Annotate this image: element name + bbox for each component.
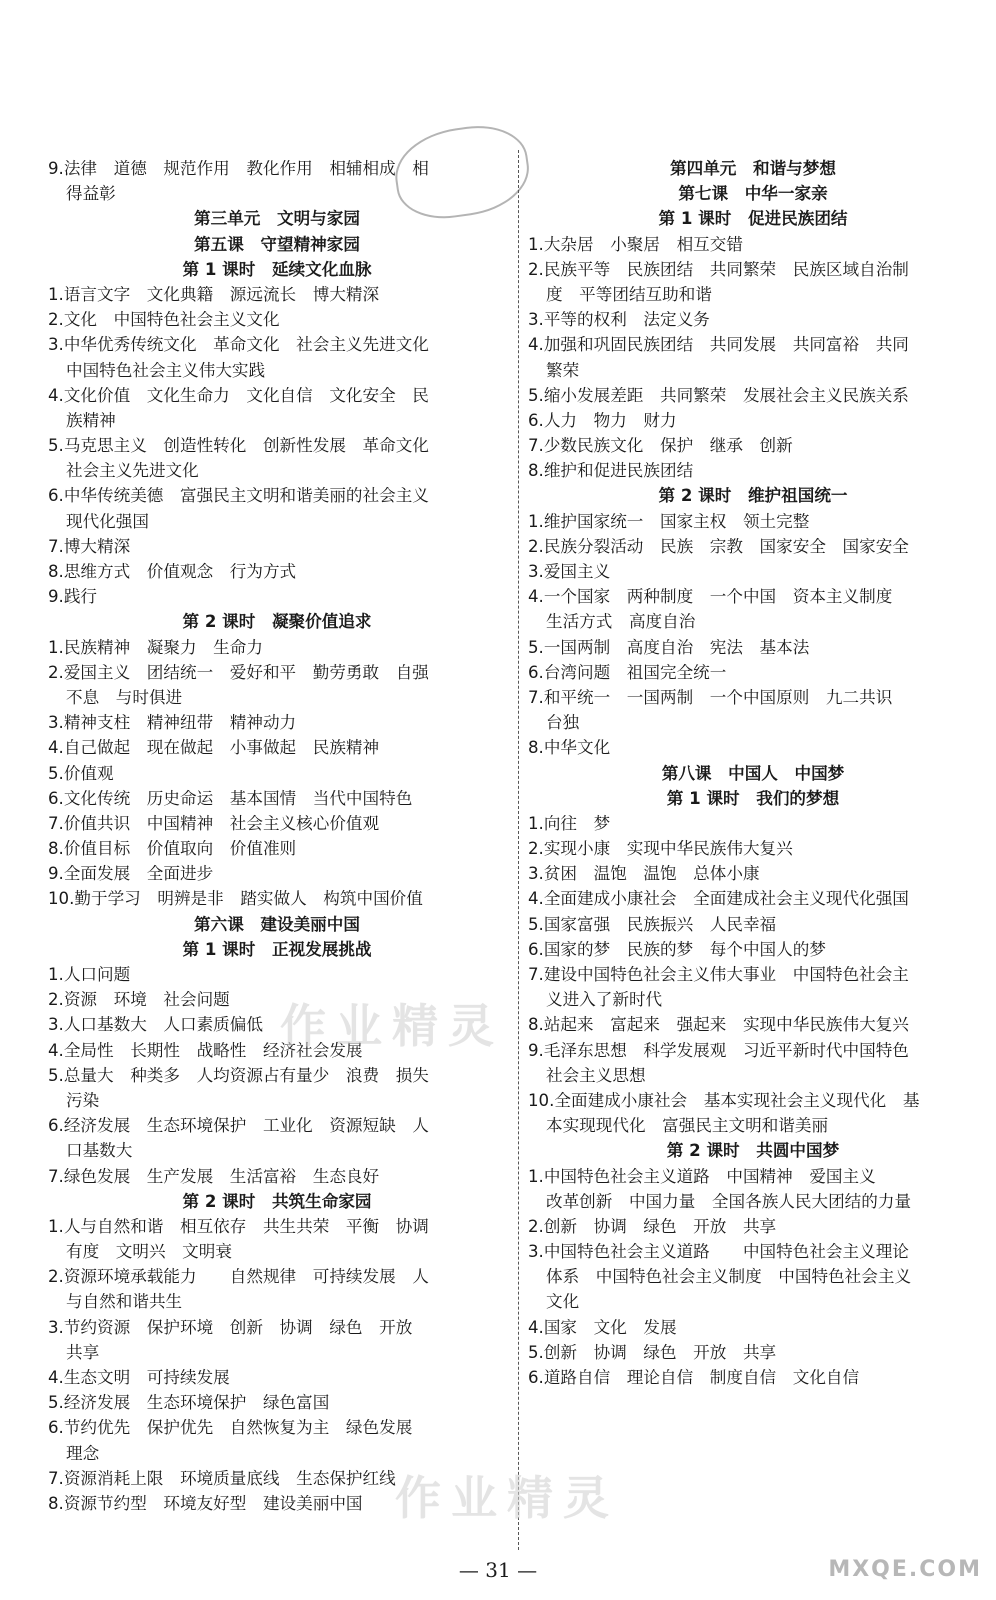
section-heading: 第七课 中华一家亲 [678,184,828,204]
right-column [528,156,978,1390]
section-heading: 第六课 建设美丽中国 [194,914,360,934]
answer-continuation: 社会主义先进文化 [66,461,199,481]
answer-item: 6.国家的梦 民族的梦 每个中国人的梦 [528,939,826,959]
answer-item: 6.道路自信 理论自信 制度自信 文化自信 [528,1368,860,1387]
answer-continuation: 度 平等团结互助和谐 [546,284,712,304]
answer-item: 1.人口问题 [48,965,131,984]
section-heading: 第 2 课时 共筑生命家园 [182,1191,372,1211]
corner-logo-watermark: MXQE.COM [828,1557,982,1582]
section-heading: 第 1 课时 延续文化血脉 [182,259,372,279]
answer-item: 2.创新 协调 绿色 开放 共享 [528,1216,777,1236]
answer-item: 4.加强和巩固民族团结 共同发展 共同富裕 共同 [528,335,909,355]
answer-item: 4.国家 文化 发展 [528,1317,677,1337]
answer-item: 2.文化 中国特色社会主义文化 [48,310,280,330]
answer-item: 4.全局性 长期性 战略性 经济社会发展 [48,1040,363,1060]
answer-item: 4.文化价值 文化生命力 文化自信 文化安全 民 [48,385,429,405]
answer-item: 6.经济发展 生态环境保护 工业化 资源短缺 人 [48,1116,429,1136]
section-heading: 第 1 课时 正视发展挑战 [182,939,372,959]
section-heading: 第五课 守望精神家园 [194,234,360,254]
answer-item: 6.中华传统美德 富强民主文明和谐美丽的社会主义 [48,486,429,506]
answer-item: 2.资源 环境 社会问题 [48,990,230,1010]
answer-item: 1.中国特色社会主义道路 中国精神 爱国主义 [528,1166,876,1186]
watermark-text: 作业精灵 [280,999,504,1053]
section-heading: 第八课 中国人 中国梦 [661,763,845,783]
answer-item: 2.民族分裂活动 民族 宗教 国家安全 国家安全 [528,536,909,556]
answer-item: 3.中华优秀传统文化 革命文化 社会主义先进文化 [48,335,429,355]
answer-item: 5.经济发展 生态环境保护 绿色富国 [48,1393,330,1413]
answer-item: 2.民族平等 民族团结 共同繁荣 民族区域自治制 [528,259,909,279]
answer-continuation: 理念 [66,1443,100,1463]
left-column [48,156,506,1516]
answer-item: 9.毛泽东思想 科学发展观 习近平新时代中国特色 [528,1040,909,1060]
column-divider [518,150,519,1550]
answer-item: 8.思维方式 价值观念 行为方式 [48,562,297,581]
answer-item: 8.站起来 富起来 强起来 实现中华民族伟大复兴 [528,1015,909,1035]
answer-continuation: 现代化强国 [66,511,149,531]
answer-item: 4.全面建成小康社会 全面建成社会主义现代化强国 [528,889,909,909]
answer-item: 5.总量大 种类多 人均资源占有量少 浪费 损失 [48,1065,429,1085]
section-heading: 第四单元 和谐与梦想 [670,159,836,178]
answer-item: 3.贫困 温饱 温饱 总体小康 [528,864,760,884]
answer-item: 8.价值目标 价值取向 价值准则 [48,839,297,859]
answer-item: 7.资源消耗上限 环境质量底线 生态保护红线 [48,1468,396,1488]
answer-continuation: 得益彰 [66,184,116,204]
answer-item: 7.价值共识 中国精神 社会主义核心价值观 [48,813,380,833]
answer-item: 4.生态文明 可持续发展 [48,1368,230,1387]
answer-item: 4.自己做起 现在做起 小事做起 民族精神 [48,738,380,758]
answer-item: 7.绿色发展 生产发展 生活富裕 生态良好 [48,1166,380,1186]
answer-item: 4.一个国家 两种制度 一个中国 资本主义制度 [528,587,893,607]
answer-continuation: 污染 [66,1090,100,1110]
answer-continuation: 文化 [546,1292,580,1312]
answer-item: 7.建设中国特色社会主义伟大事业 中国特色社会主 [528,965,909,984]
answer-item: 6.文化传统 历史命运 基本国情 当代中国特色 [48,788,413,808]
answer-continuation: 本实现现代化 富强民主文明和谐美丽 [546,1116,829,1136]
answer-item: 8.维护和促进民族团结 [528,461,694,481]
section-heading: 第 2 课时 共圆中国梦 [666,1141,840,1161]
answer-item: 5.价值观 [48,763,114,783]
answer-item: 2.实现小康 实现中华民族伟大复兴 [528,839,793,859]
answer-item: 7.和平统一 一国两制 一个中国原则 九二共识 [528,687,893,707]
answer-item: 5.创新 协调 绿色 开放 共享 [528,1342,777,1362]
answer-item: 10.全面建成小康社会 基本实现社会主义现代化 基 [528,1090,920,1110]
section-heading: 第 2 课时 凝聚价值追求 [182,612,372,632]
answer-item: 1.民族精神 凝聚力 生命力 [48,637,263,657]
answer-continuation: 族精神 [66,410,116,430]
answer-continuation: 体系 中国特色社会主义制度 中国特色社会主义 [546,1267,912,1287]
answer-item: 2.爱国主义 团结统一 爱好和平 勤劳勇敢 自强 [48,662,429,682]
answer-item: 6.人力 物力 财力 [528,410,677,430]
answer-item: 6.台湾问题 祖国完全统一 [528,662,727,682]
answer-item: 6.节约优先 保护优先 自然恢复为主 绿色发展 [48,1418,413,1438]
answer-continuation: 口基数大 [66,1141,133,1161]
watermark-text-bottom: 作业精灵 [395,1471,619,1525]
answer-item: 1.向往 梦 [528,813,611,833]
answer-continuation: 与自然和谐共生 [66,1292,183,1312]
answer-item: 8.中华文化 [528,738,611,758]
answer-continuation: 生活方式 高度自治 [546,612,696,632]
answer-item: 5.国家富强 民族振兴 人民幸福 [528,914,777,934]
answer-item: 10.勤于学习 明辨是非 踏实做人 构筑中国价值 [48,889,423,909]
answer-item: 1.语言文字 文化典籍 源远流长 博大精深 [48,284,380,304]
section-heading: 第 1 课时 我们的梦想 [666,788,840,808]
answer-continuation: 社会主义思想 [546,1065,646,1085]
answer-continuation: 有度 文明兴 文明衰 [66,1242,232,1262]
answer-item: 7.少数民族文化 保护 继承 创新 [528,436,793,456]
answer-item: 9.法律 道德 规范作用 教化作用 相辅相成 相 [48,159,429,178]
answer-item: 1.大杂居 小聚居 相互交错 [528,234,743,254]
answer-item: 9.全面发展 全面进步 [48,864,214,884]
answer-continuation: 义进入了新时代 [546,990,663,1010]
answer-continuation: 繁荣 [546,360,580,380]
answer-item: 3.中国特色社会主义道路 中国特色社会主义理论 [528,1242,909,1262]
answer-item: 1.人与自然和谐 相互依存 共生共荣 平衡 协调 [48,1216,429,1236]
answer-continuation: 共享 [66,1342,100,1362]
answer-item: 2.资源环境承载能力 自然规律 可持续发展 人 [48,1267,429,1287]
page-number: — 31 — [458,1558,538,1582]
answer-item: 1.维护国家统一 国家主权 领土完整 [528,511,810,531]
answer-item: 3.人口基数大 人口素质偏低 [48,1015,263,1035]
answer-continuation: 台独 [546,713,580,733]
answer-item: 3.平等的权利 法定义务 [528,310,710,330]
answer-item: 8.资源节约型 环境友好型 建设美丽中国 [48,1493,363,1513]
answer-continuation: 改革创新 中国力量 全国各族人民大团结的力量 [546,1191,912,1211]
section-heading: 第三单元 文明与家园 [194,209,360,229]
section-heading: 第 1 课时 促进民族团结 [658,209,848,229]
section-heading: 第 2 课时 维护祖国统一 [658,486,848,506]
answer-item: 3.节约资源 保护环境 创新 协调 绿色 开放 [48,1317,413,1337]
answer-item: 5.一国两制 高度自治 宪法 基本法 [528,637,810,657]
answer-item: 5.缩小发展差距 共同繁荣 发展社会主义民族关系 [528,385,909,405]
answer-item: 5.马克思主义 创造性转化 创新性发展 革命文化 [48,436,429,456]
answer-continuation: 中国特色社会主义伟大实践 [66,360,266,380]
answer-item: 3.精神支柱 精神纽带 精神动力 [48,713,297,733]
answer-continuation: 不息 与时俱进 [66,687,183,707]
answer-item: 9.践行 [48,587,98,607]
answer-item: 3.爱国主义 [528,562,611,581]
answer-item: 7.博大精深 [48,536,131,556]
